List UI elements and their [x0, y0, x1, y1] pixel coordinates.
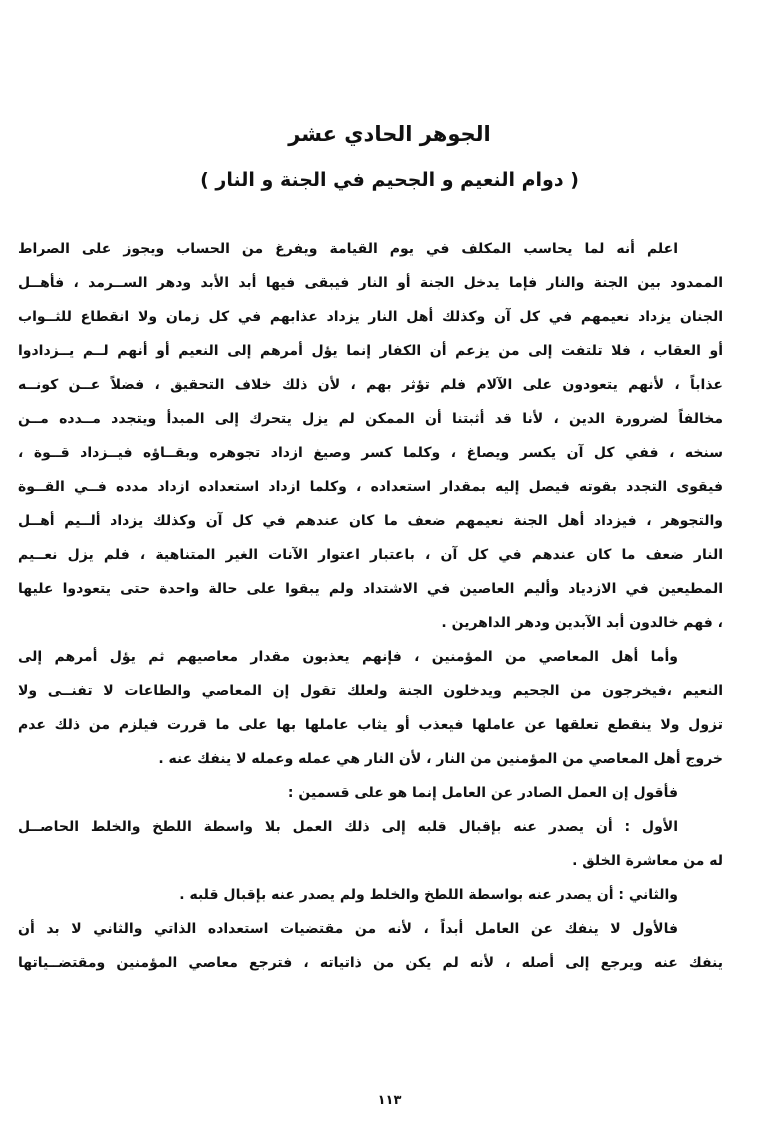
paragraph-line: سنخه ، ففي كل آن يكسر ويصاغ ، وكلما كسر وصيغ ازداد تجوهره وبقــاؤه فيــزداد قــوة ، [18, 445, 723, 461]
chapter-title: الجوهر الحادي عشر [288, 122, 491, 146]
paragraph-line: والثاني : أن يصدر عنه بواسطة اللطخ والخلط ولم يصدر عنه بإقبال قلبه . [179, 887, 678, 903]
paragraph-line: تزول ولا ينقطع تعلقها عن عاملها فيعذب أو يثاب عاملها بها على ما قررت فيلزم من ذلك عدم [18, 717, 723, 733]
paragraph-line: الأول : أن يصدر عنه بإقبال قلبه إلى ذلك العمل بلا واسطة اللطخ والخلط الحاصــل [18, 819, 678, 835]
paragraph-line: الممدود بين الجنة والنار فإما يدخل الجنة أو النار فيبقى فيها أبد الأبد ودهر الســرمد ، فأهــل [18, 275, 723, 291]
paragraph-line: فيقوى التجدد بقوته فيصل إليه بمقدار استعداده ، وكلما ازداد استعداده ازداد مدده فــي القــوة [18, 479, 723, 495]
paragraph-line: المطيعين في الازدياد وأليم العاصين في الاشتداد ولم يبقوا على حالة واحدة حتى يتعودوا عليها [18, 581, 723, 597]
chapter-subtitle: ( دوام النعيم و الجحيم في الجنة و النار ) [200, 169, 579, 191]
body-text [18, 232, 723, 980]
paragraph-line: عذاباً ، لأنهم يتعودون على الآلام فلم تؤثر بهم ، لأن ذلك خلاف التحقيق ، فضلاً عــن كونــه [18, 377, 723, 393]
page-number: ١١٣ [377, 1093, 402, 1108]
paragraph-line: وأما أهل المعاصي من المؤمنين ، فإنهم يعذبون مقدار معاصيهم ثم يؤل أمرهم إلى [18, 649, 678, 665]
paragraph-line: فأقول إن العمل الصادر عن العامل إنما هو على قسمين : [287, 785, 678, 801]
paragraph-line: مخالفاً لضرورة الدين ، لأنا قد أثبتنا أن الممكن لم يزل يتحرك إلى المبدأ ويتجدد مــدده مــن [18, 411, 723, 427]
paragraph-line: خروج أهل المعاصي من المؤمنين من النار ، لأن النار هي عمله وعمله لا ينفك عنه . [158, 751, 723, 767]
paragraph-line: فالأول لا ينفك عن العامل أبداً ، لأنه من مقتضيات استعداده الذاتي والثاني لا بد أن [18, 921, 678, 937]
paragraph-line: والتجوهر ، فيزداد أهل الجنة نعيمهم ضعف ما كان عندهم في كل آن وكذلك يزداد ألــيم أهــل [18, 513, 723, 529]
paragraph-line: النار ضعف ما كان عندهم في كل آن ، باعتبار اعتوار الآنات الغير المتناهية ، فلم يزل نعــيم [18, 547, 723, 563]
paragraph-line: النعيم ،فيخرجون من الجحيم ويدخلون الجنة ولعلك تقول إن المعاصي والطاعات لا تفنــى ولا [18, 683, 723, 699]
paragraph-line: ينفك عنه ويرجع إلى أصله ، لأنه لم يكن من ذاتياته ، فترجع معاصي المؤمنين ومقتضــياتها [18, 955, 723, 971]
paragraph-line: له من معاشرة الخلق . [572, 853, 723, 869]
paragraph-line: أو العقاب ، فلا تلتفت إلى من يزعم أن الكفار إنما يؤل أمرهم إلى النعيم أو أنهم لــم يــزدادوا [18, 343, 723, 359]
paragraph-line: الجنان يزداد نعيمهم في كل آن وكذلك أهل النار يزداد عذابهم في كل زمان ولا انقطاع للثــواب [18, 309, 723, 325]
paragraph-line: ، فهم خالدون أبد الآبدين ودهر الداهرين . [441, 615, 723, 631]
paragraph-line: اعلم أنه لما يحاسب المكلف في يوم القيامة ويفرغ من الحساب ويجوز على الصراط [18, 241, 678, 257]
